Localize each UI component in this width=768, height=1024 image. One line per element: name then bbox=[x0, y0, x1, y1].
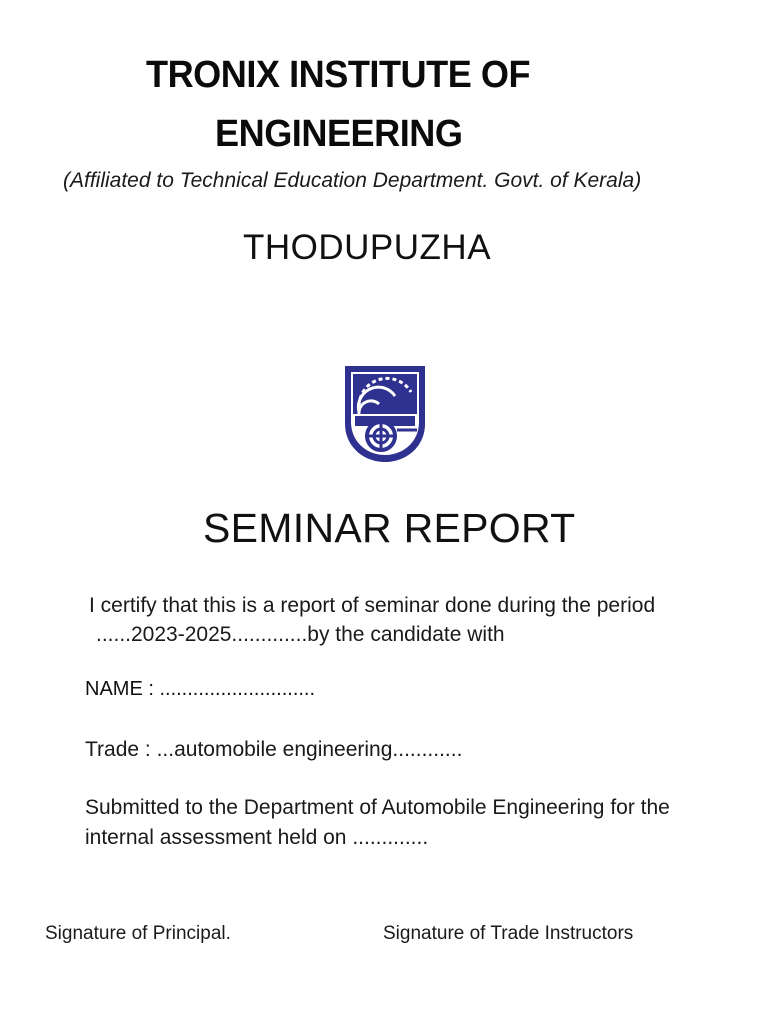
institute-emblem-icon bbox=[345, 366, 425, 462]
certification-text-line-2: ......2023-2025.............by the candidate with bbox=[96, 623, 505, 646]
certification-text-line-1: I certify that this is a report of seminar done during the period bbox=[89, 594, 656, 617]
institute-name-line-1: TRONIX INSTITUTE OF bbox=[146, 54, 531, 96]
report-title: SEMINAR REPORT bbox=[203, 505, 576, 551]
candidate-name-field: NAME : ............................ bbox=[85, 678, 316, 700]
trade-field: Trade : ...automobile engineering............ bbox=[85, 738, 463, 761]
affiliation-text: (Affiliated to Technical Education Department. Govt. of Kerala) bbox=[63, 169, 642, 192]
submission-text-line-1: Submitted to the Department of Automobile Engineering for the bbox=[85, 796, 670, 819]
instructors-signature-label: Signature of Trade Instructors bbox=[383, 923, 634, 944]
principal-signature-label: Signature of Principal. bbox=[45, 923, 231, 944]
city-name: THODUPUZHA bbox=[243, 228, 492, 267]
institute-name-line-2: ENGINEERING bbox=[215, 113, 463, 155]
submission-text-line-2: internal assessment held on ............. bbox=[85, 826, 429, 849]
